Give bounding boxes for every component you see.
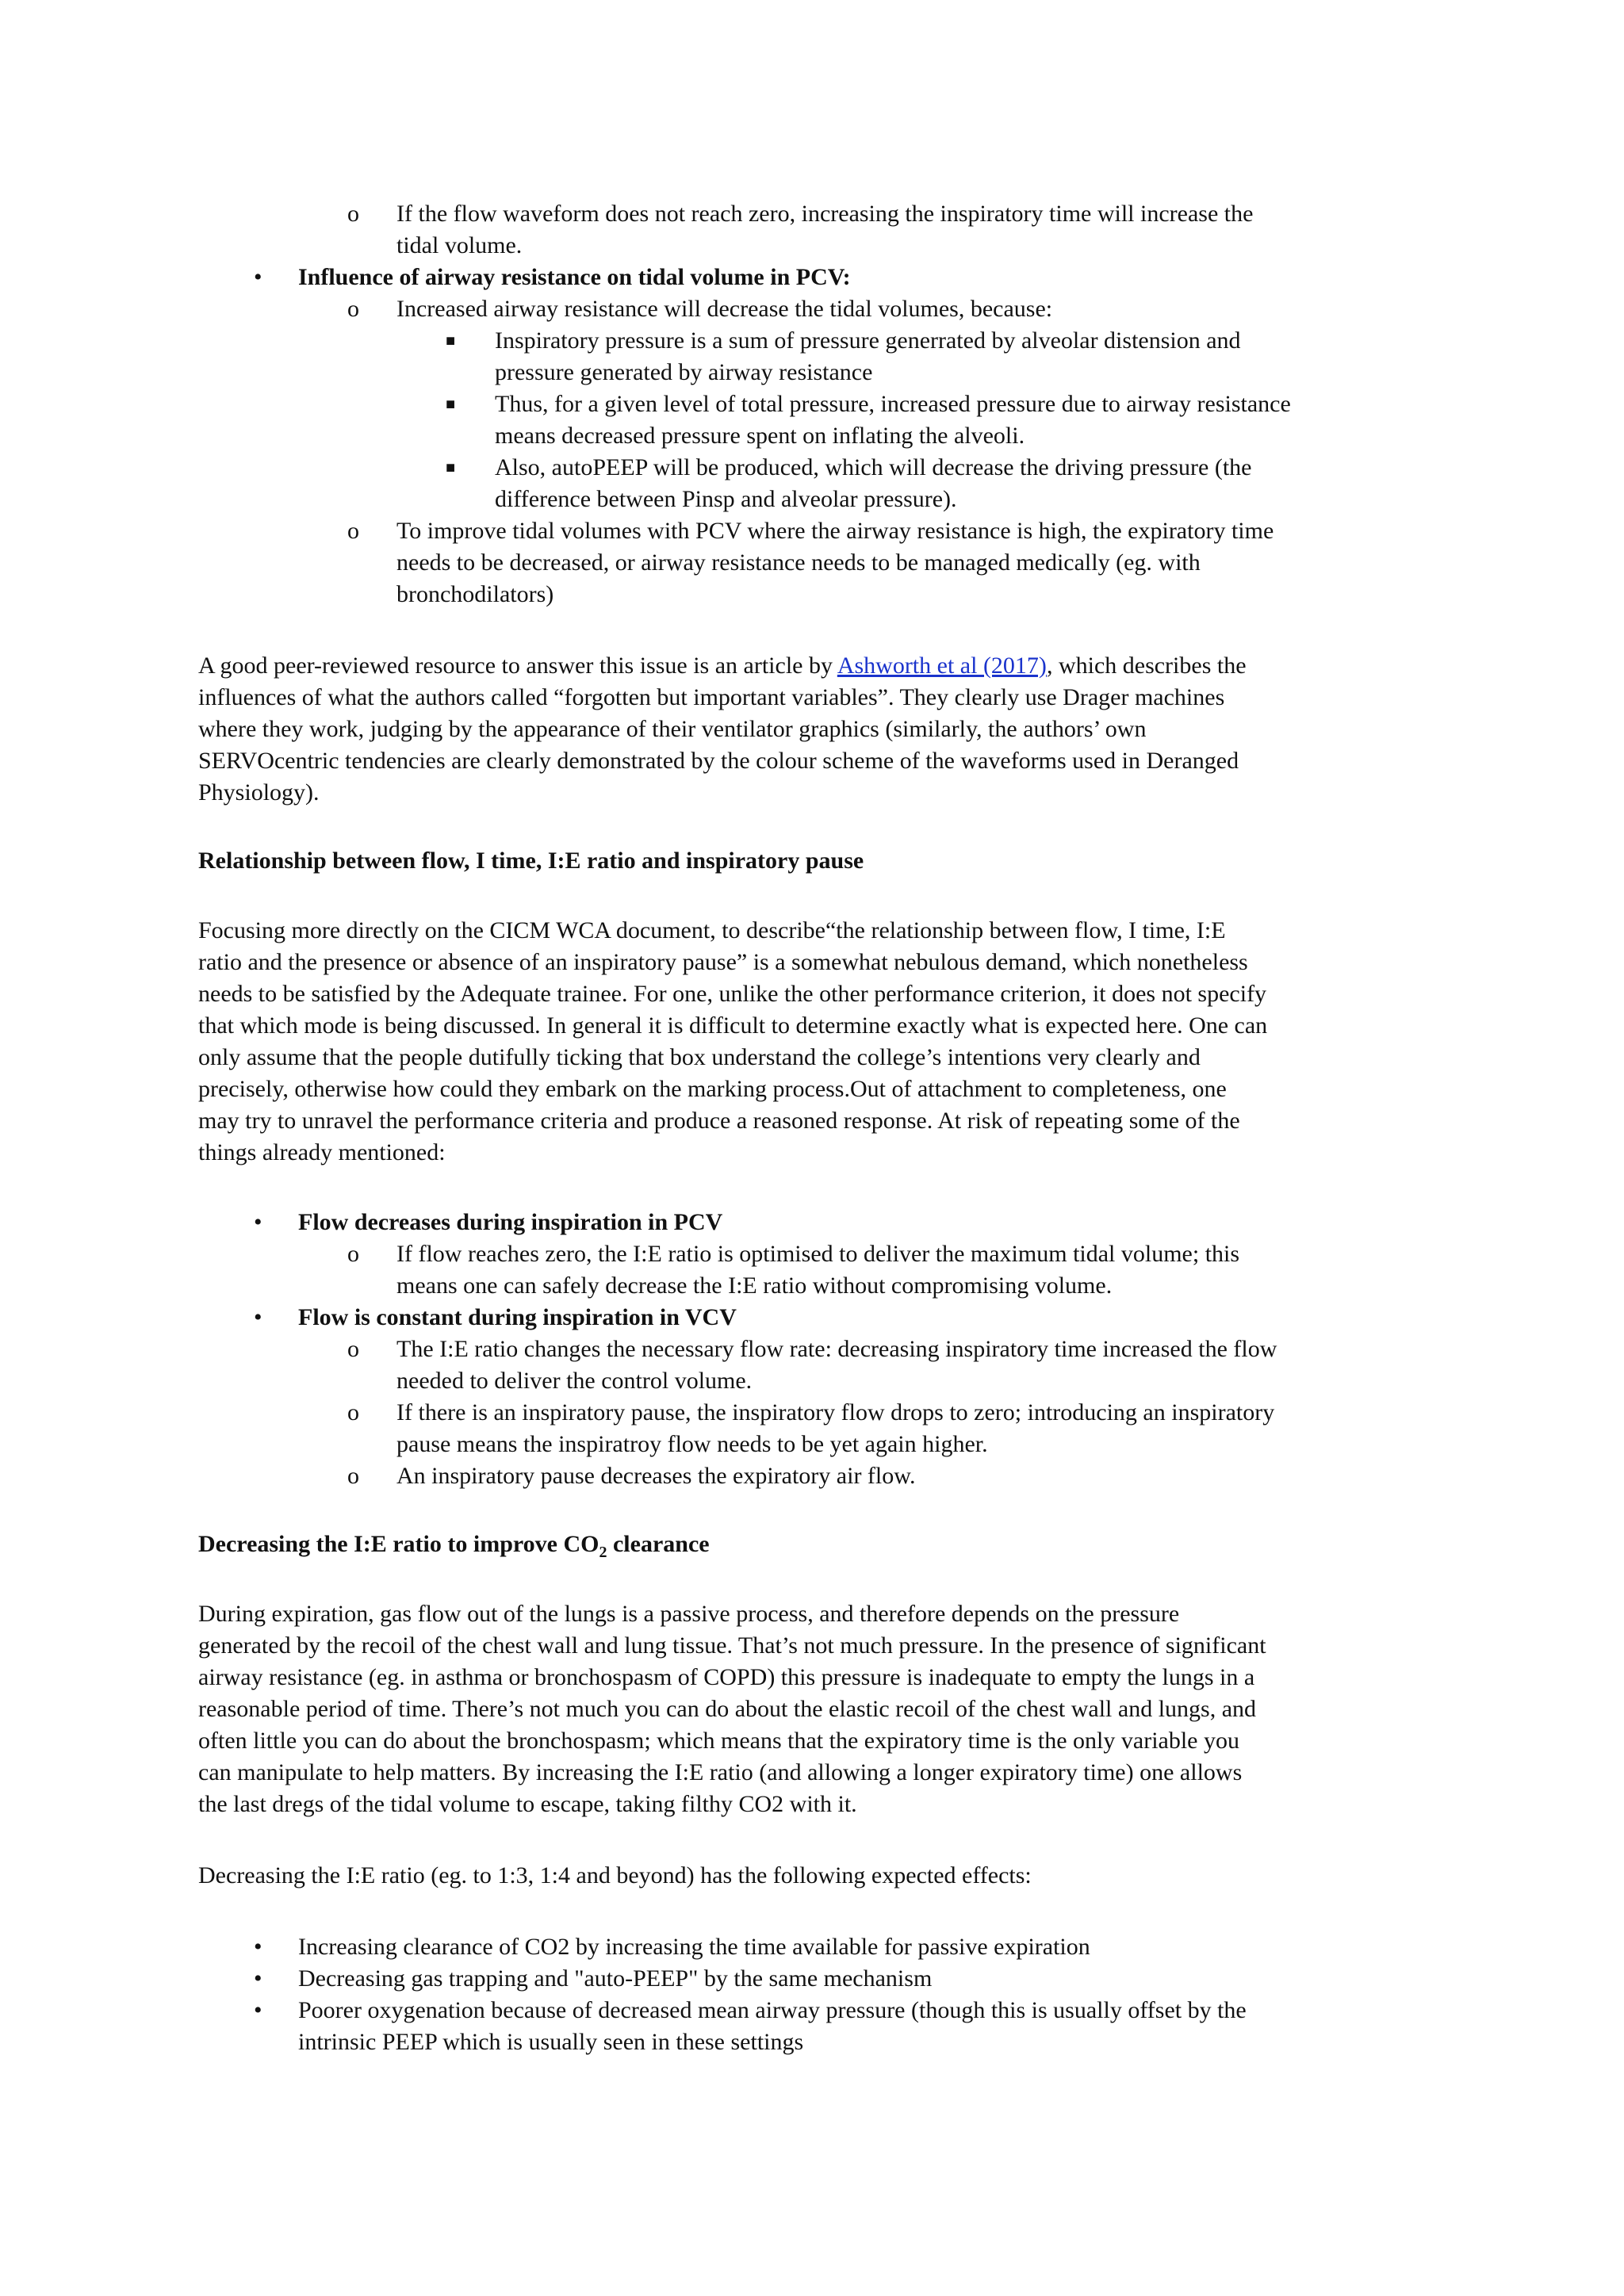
- bullet-icon: [254, 1207, 262, 1238]
- list-item-text: If there is an inspiratory pause, the inspiratory flow drops to zero; introducing an inspiratory: [396, 1399, 1275, 1425]
- bullet-icon: [254, 262, 262, 293]
- section-heading: [198, 1529, 710, 1560]
- paragraph-line: things already mentioned:: [198, 1139, 446, 1165]
- paragraph-line: [198, 650, 1247, 682]
- list-item-text: bronchodilators): [396, 581, 554, 607]
- list-item-text: intrinsic PEEP which is usually seen in these settings: [298, 2029, 804, 2055]
- text-run: A good peer-reviewed resource to answer this issue is an article by: [198, 652, 837, 679]
- list-item-text: The I:E ratio changes the necessary flow rate: decreasing inspiratory time increased the flow: [396, 1336, 1277, 1362]
- circle-bullet-marker: o: [347, 1399, 359, 1425]
- paragraph-line: where they work, judging by the appearance of their ventilator graphics (similarly, the authors’ own: [198, 716, 1147, 742]
- paragraph-line: that which mode is being discussed. In general it is difficult to determine exactly what is expected here. One can: [198, 1012, 1268, 1039]
- paragraph-line: Focusing more directly on the CICM WCA document, to describe“the relationship between flow, I time, I:E: [198, 917, 1226, 943]
- paragraph-line: only assume that the people dutifully ticking that box understand the college’s intentions very clearly and: [198, 1044, 1201, 1070]
- paragraph-line: Decreasing the I:E ratio (eg. to 1:3, 1:4 and beyond) has the following expected effects:: [198, 1862, 1032, 1888]
- list-item-text: Inspiratory pressure is a sum of pressure generrated by alveolar distension and: [495, 327, 1241, 354]
- paragraph-line: can manipulate to help matters. By increasing the I:E ratio (and allowing a longer expiratory time) one allows: [198, 1759, 1243, 1785]
- list-item-text: means one can safely decrease the I:E ratio without compromising volume.: [396, 1272, 1113, 1299]
- list-item-text: difference between Pinsp and alveolar pressure).: [495, 486, 957, 512]
- ashworth-article-link[interactable]: Ashworth et al (2017): [837, 652, 1047, 679]
- bullet-icon: [254, 1302, 262, 1334]
- list-item-text: Poorer oxygenation because of decreased mean airway pressure (though this is usually offset by the: [298, 1997, 1247, 2023]
- text-run: , which describes the: [1046, 652, 1247, 679]
- paragraph-line: Physiology).: [198, 779, 320, 806]
- paragraph-line: ratio and the presence or absence of an inspiratory pause” is a somewhat nebulous demand, which nonetheless: [198, 949, 1248, 975]
- list-item-text: To improve tidal volumes with PCV where the airway resistance is high, the expiratory time: [396, 518, 1274, 544]
- list-item-text: tidal volume.: [396, 232, 523, 258]
- circle-bullet-marker: o: [347, 518, 359, 544]
- paragraph-line: generated by the recoil of the chest wall and lung tissue. That’s not much pressure. In the presence of significant: [198, 1632, 1266, 1659]
- list-item-text: needs to be decreased, or airway resistance needs to be managed medically (eg. with: [396, 549, 1201, 576]
- bullet-icon: [254, 1995, 262, 2026]
- list-item-text: If flow reaches zero, the I:E ratio is optimised to deliver the maximum tidal volume; this: [396, 1241, 1240, 1267]
- list-item-text: If the flow waveform does not reach zero, increasing the inspiratory time will increase the: [396, 201, 1254, 227]
- list-item-text: Thus, for a given level of total pressure, increased pressure due to airway resistance: [495, 391, 1291, 417]
- paragraph-line: SERVOcentric tendencies are clearly demonstrated by the colour scheme of the waveforms used in Deranged: [198, 748, 1239, 774]
- paragraph-line: needs to be satisfied by the Adequate trainee. For one, unlike the other performance criterion, it does not specify: [198, 981, 1267, 1007]
- list-bullet-heading: Flow decreases during inspiration in PCV: [298, 1209, 723, 1235]
- circle-bullet-marker: o: [347, 1241, 359, 1267]
- list-item-text: Decreasing gas trapping and "auto-PEEP" by the same mechanism: [298, 1965, 933, 1992]
- list-item-text: Increased airway resistance will decrease the tidal volumes, because:: [396, 296, 1053, 322]
- list-item-text: An inspiratory pause decreases the expiratory air flow.: [396, 1463, 916, 1489]
- list-bullet-heading: Flow is constant during inspiration in VCV: [298, 1304, 737, 1330]
- circle-bullet-marker: o: [347, 201, 359, 227]
- text-run: Decreasing the I:E ratio to improve CO: [198, 1531, 599, 1557]
- bullet-icon: [254, 1931, 262, 1963]
- bullet-icon: [254, 1963, 262, 1995]
- list-item-text: means decreased pressure spent on inflating the alveoli.: [495, 423, 1025, 449]
- circle-bullet-marker: o: [347, 296, 359, 322]
- list-item-text: Increasing clearance of CO2 by increasing the time available for passive expiration: [298, 1934, 1090, 1960]
- list-item-text: pressure generated by airway resistance: [495, 359, 873, 385]
- list-item-text: pause means the inspiratroy flow needs to be yet again higher.: [396, 1431, 988, 1457]
- text-run: clearance: [607, 1531, 710, 1557]
- paragraph-line: reasonable period of time. There’s not much you can do about the elastic recoil of the chest wall and lungs, and: [198, 1696, 1257, 1722]
- paragraph-line: the last dregs of the tidal volume to escape, taking filthy CO2 with it.: [198, 1791, 857, 1817]
- list-item-text: Also, autoPEEP will be produced, which will decrease the driving pressure (the: [495, 454, 1252, 480]
- circle-bullet-marker: o: [347, 1336, 359, 1362]
- section-heading: Relationship between flow, I time, I:E ratio and inspiratory pause: [198, 848, 864, 874]
- subscript: 2: [599, 1544, 607, 1561]
- square-bullet-icon: ■: [446, 332, 456, 350]
- paragraph-line: airway resistance (eg. in asthma or bronchospasm of COPD) this pressure is inadequate to empty the lungs in a: [198, 1664, 1255, 1690]
- square-bullet-icon: ■: [446, 459, 456, 476]
- paragraph-line: often little you can do about the bronchospasm; which means that the expiratory time is the only variable you: [198, 1728, 1239, 1754]
- list-item-text: needed to deliver the control volume.: [396, 1368, 753, 1394]
- circle-bullet-marker: o: [347, 1463, 359, 1489]
- list-bullet-heading: Influence of airway resistance on tidal volume in PCV:: [298, 264, 851, 290]
- paragraph-line: During expiration, gas flow out of the lungs is a passive process, and therefore depends on the pressure: [198, 1601, 1180, 1627]
- paragraph-line: influences of what the authors called “forgotten but important variables”. They clearly use Drager machines: [198, 684, 1225, 710]
- paragraph-line: precisely, otherwise how could they embark on the marking process.Out of attachment to completeness, one: [198, 1076, 1227, 1102]
- paragraph-line: may try to unravel the performance criteria and produce a reasoned response. At risk of repeating some of the: [198, 1108, 1240, 1134]
- square-bullet-icon: ■: [446, 396, 456, 413]
